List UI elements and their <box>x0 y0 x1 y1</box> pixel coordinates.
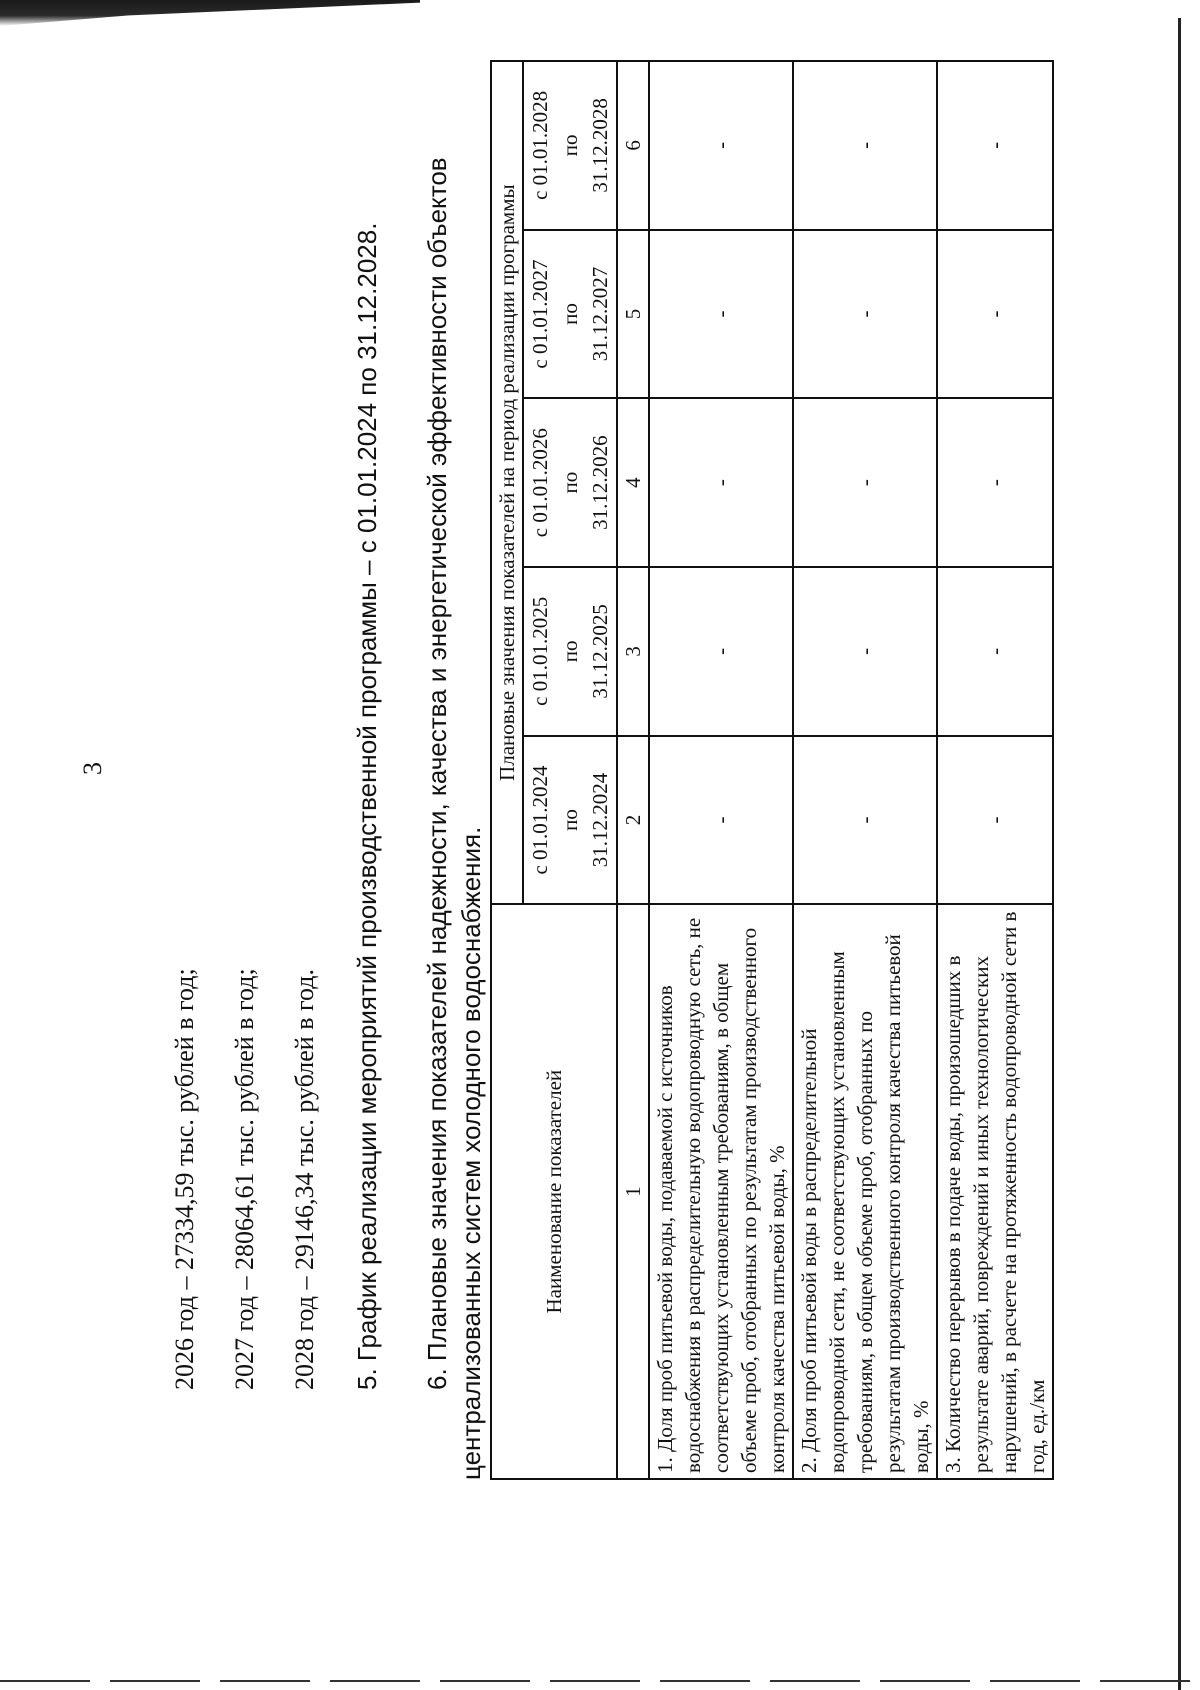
section-6-heading: 6. Плановые значения показателей надежности, качества и энергетической эффективности объектов централизованных систем холодного водоснабжения. <box>422 157 486 1480</box>
period-from: с 01.01.2028 <box>528 90 552 200</box>
indicator-value: - <box>793 61 937 230</box>
column-number: 5 <box>617 230 649 399</box>
indicator-value: - <box>937 398 1053 567</box>
table-row <box>937 61 1053 1479</box>
indicator-value: - <box>649 61 793 230</box>
period-to: 31.12.2027 <box>588 266 612 362</box>
indicator-value: - <box>793 567 937 736</box>
section-5-schedule: 5. График реализации мероприятий производственной программы – с 01.01.2024 по 31.12.2028. <box>352 222 382 1390</box>
period-from: с 01.01.2024 <box>528 765 552 875</box>
indicator-value: - <box>793 736 937 905</box>
table-row <box>649 61 793 1479</box>
indicator-value: - <box>793 398 937 567</box>
indicator-value: - <box>649 736 793 905</box>
column-number: 2 <box>617 736 649 905</box>
column-number: 6 <box>617 61 649 230</box>
period-2027 <box>523 230 617 399</box>
indicator-value: - <box>937 736 1053 905</box>
indicator-value: - <box>937 230 1053 399</box>
period-from: с 01.01.2026 <box>528 428 552 538</box>
period-2024 <box>523 736 617 905</box>
period-from: с 01.01.2025 <box>528 596 552 706</box>
indicator-name: 2. Доля проб питьевой воды в распределительной водопроводной сети, не соответствующих установленным требованиям, в общем объеме проб, отобранных по результатам производственного контроля качества питьевой воды, % <box>793 904 937 1479</box>
indicators-table <box>490 60 1054 1480</box>
indicator-name-header: Наименование показателей <box>491 904 617 1479</box>
indicator-value: - <box>649 567 793 736</box>
indicator-name: 3. Количество перерывов в подаче воды, произошедших в результате аварий, повреждений и иных технологических нарушений, в расчете на протяженность водопроводной сети в год, ед./км <box>937 904 1053 1479</box>
period-from: с 01.01.2027 <box>528 259 552 369</box>
period-po: по <box>558 471 582 494</box>
period-to: 31.12.2026 <box>588 435 612 530</box>
period-header: Плановые значения показателей на период реализации программы <box>491 61 523 904</box>
column-number: 4 <box>617 398 649 567</box>
period-po: по <box>558 640 582 663</box>
indicator-value: - <box>793 230 937 399</box>
period-po: по <box>558 134 582 157</box>
period-2026 <box>523 398 617 567</box>
indicator-name: 1. Доля проб питьевой воды, подаваемой с источников водоснабжения в распределительную водопроводную сеть, не соответствующих установленным требованиям, в общем объеме проб, отобранных по результатам производственного контроля качества питьевой воды, % <box>649 904 793 1479</box>
table-row <box>793 61 937 1479</box>
column-number: 1 <box>617 904 649 1479</box>
page-number: 3 <box>78 762 107 775</box>
budget-line-2027: 2027 год – 28064,61 тыс. рублей в год; <box>230 968 259 1390</box>
period-po: по <box>558 809 582 831</box>
indicator-value: - <box>649 398 793 567</box>
indicator-value: - <box>937 61 1053 230</box>
period-po: по <box>558 303 582 325</box>
budget-line-2028: 2028 год – 29146,34 тыс. рублей в год. <box>290 969 319 1390</box>
table-header-row <box>491 61 523 1479</box>
indicator-value: - <box>937 567 1053 736</box>
budget-line-2026: 2026 год – 27334,59 тыс. рублей в год; <box>170 968 199 1390</box>
column-number: 3 <box>617 567 649 736</box>
period-to: 31.12.2028 <box>588 98 612 193</box>
indicator-value: - <box>649 230 793 399</box>
period-to: 31.12.2025 <box>588 604 612 699</box>
column-number-row <box>617 61 649 1479</box>
period-2025 <box>523 567 617 736</box>
period-to: 31.12.2024 <box>588 772 612 868</box>
period-2028 <box>523 61 617 230</box>
